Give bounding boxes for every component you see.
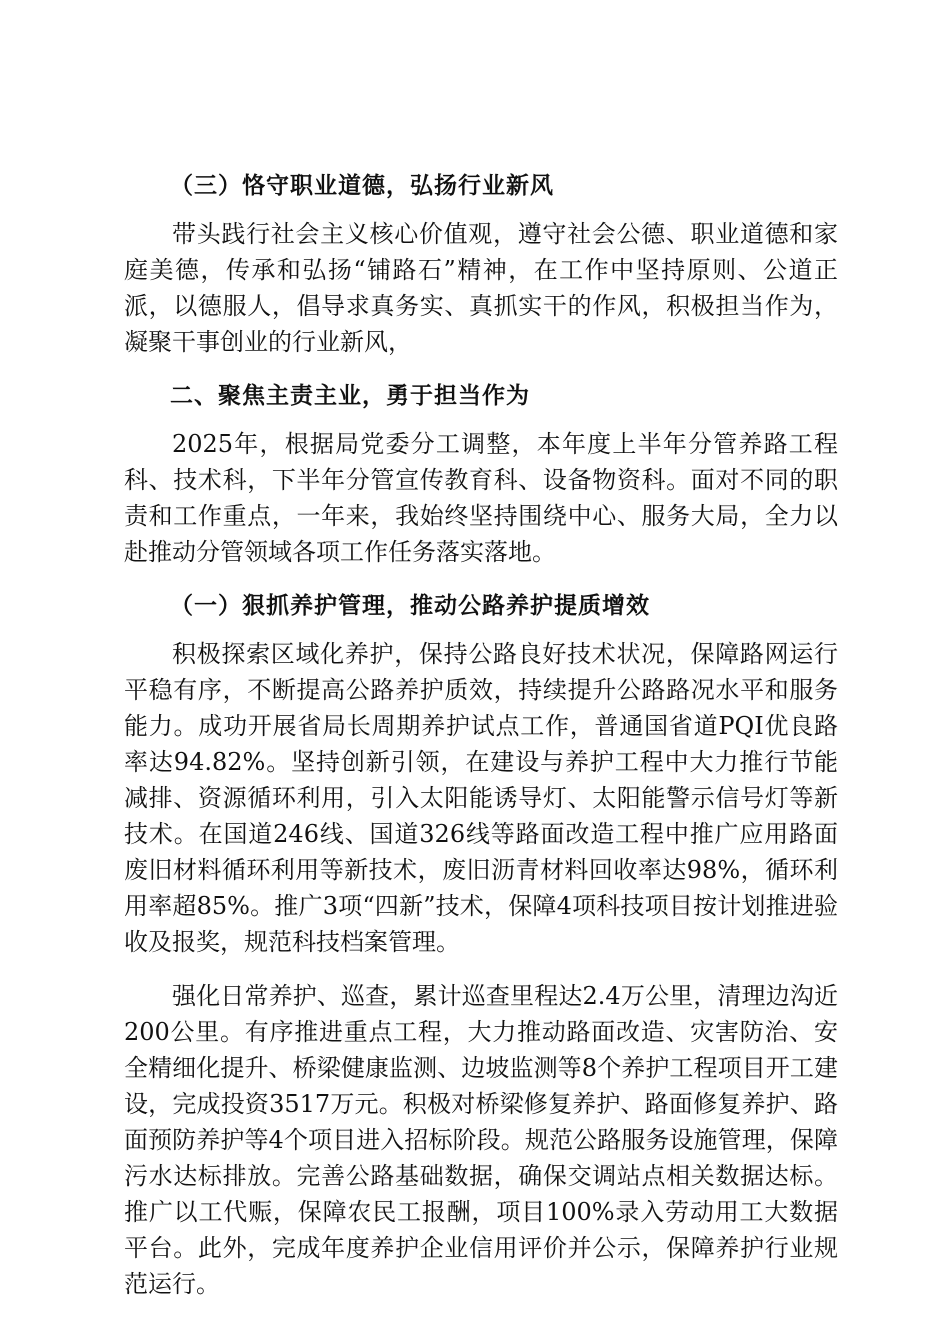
section-heading: （一）狠抓养护管理，推动公路养护提质增效	[170, 593, 650, 619]
document-body	[124, 168, 838, 1302]
body-paragraph: 带头践行社会主义核心价值观，遵守社会公德、职业道德和家庭美德，传承和弘扬“铺路石”精神，在工作中坚持原则、公道正派，以德服人，倡导求真务实、真抓实干的作风，积极担当作为，凝聚干事创业的行业新风，	[124, 220, 838, 356]
body-paragraph: 积极探索区域化养护，保持公路良好技术状况，保障路网运行平稳有序，不断提高公路养护质效，持续提升公路路况水平和服务能力。成功开展省局长周期养护试点工作，普通国省道PQI优良路率达94.82%。坚持创新引领，在建设与养护工程中大力推行节能减排、资源循环利用，引入太阳能诱导灯、太阳能警示信号灯等新技术。在国道246线、国道326线等路面改造工程中推广应用路面废旧材料循环利用等新技术，废旧沥青材料回收率达98%，循环利用率超85%。推广3项“四新”技术，保障4项科技项目按计划推进验收及报奖，规范科技档案管理。	[124, 640, 838, 956]
body-paragraph: 2025年，根据局党委分工调整，本年度上半年分管养路工程科、技术科，下半年分管宣传教育科、设备物资科。面对不同的职责和工作重点，一年来，我始终坚持围绕中心、服务大局，全力以赴推动分管领域各项工作任务落实落地。	[124, 430, 838, 566]
section-heading: 二、聚焦主责主业，勇于担当作为	[170, 383, 530, 409]
section-heading: （三）恪守职业道德，弘扬行业新风	[170, 173, 554, 199]
body-paragraph: 强化日常养护、巡查，累计巡查里程达2.4万公里，清理边沟近200公里。有序推进重点工程，大力推动路面改造、灾害防治、安全精细化提升、桥梁健康监测、边坡监测等8个养护工程项目开工建设，完成投资3517万元。积极对桥梁修复养护、路面修复养护、路面预防养护等4个项目进入招标阶段。规范公路服务设施管理，保障污水达标排放。完善公路基础数据，确保交调站点相关数据达标。推广以工代赈，保障农民工报酬，项目100%录入劳动用工大数据平台。此外，完成年度养护企业信用评价并公示，保障养护行业规范运行。	[124, 982, 838, 1298]
